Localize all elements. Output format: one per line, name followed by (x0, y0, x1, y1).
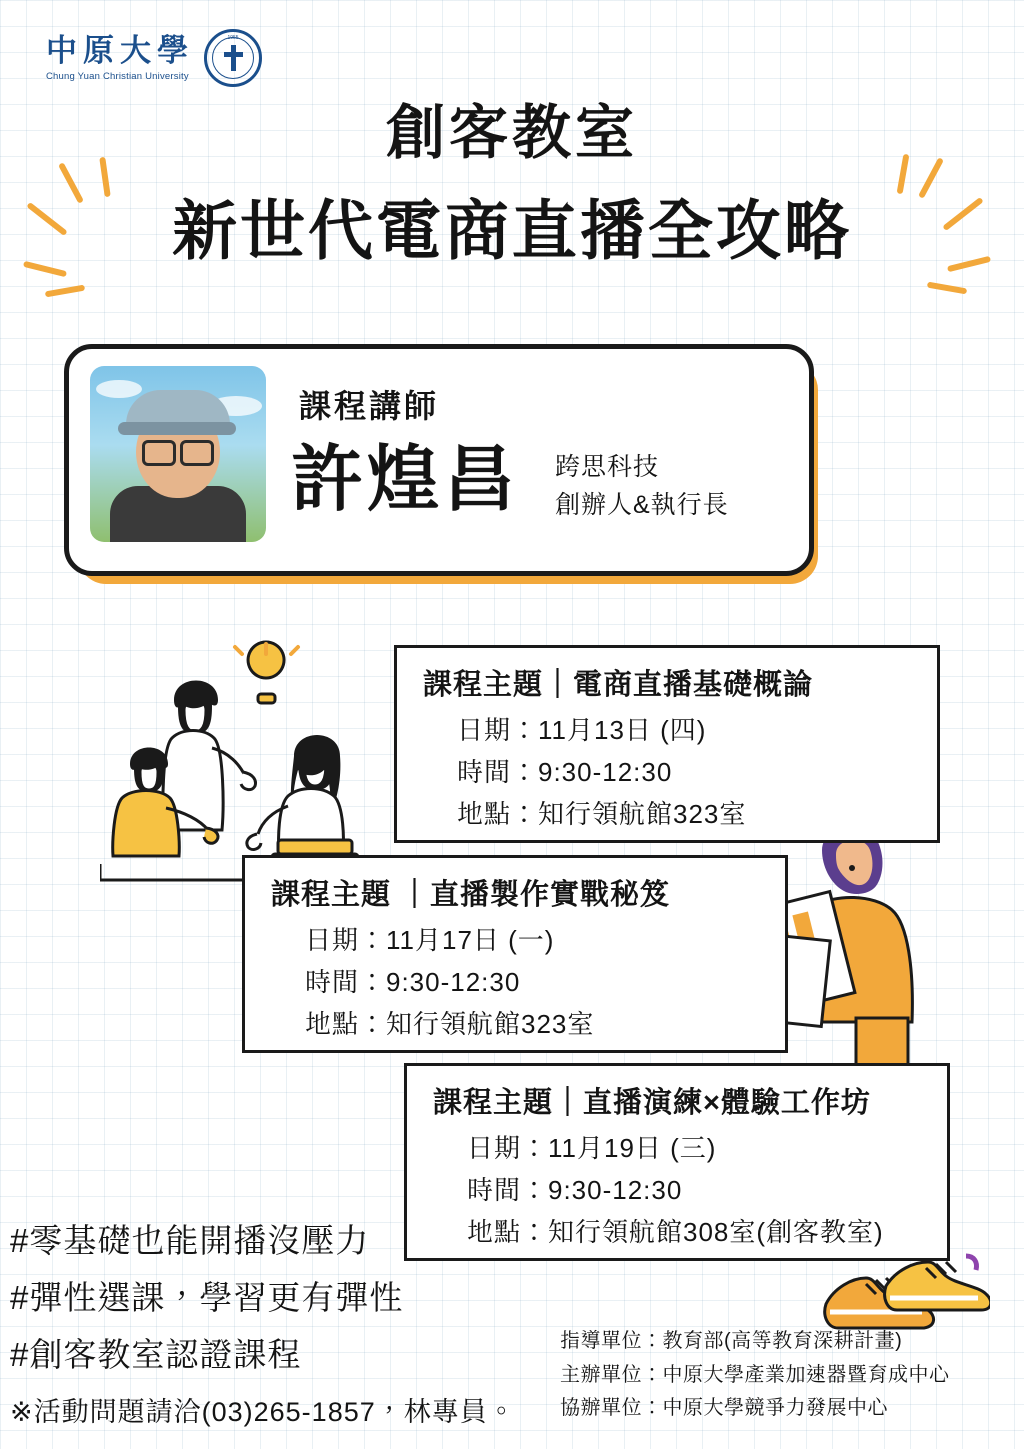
poster-title-line2: 新世代電商直播全攻略 (171, 194, 852, 267)
sparkle-right-icon (900, 150, 1020, 310)
illustration-sneakers (820, 1250, 990, 1340)
speaker-affiliation (555, 449, 729, 524)
speaker-role-label: 課程講師 (299, 388, 440, 424)
session-3-place: 地點：知行領航館308室(創客教室) (467, 1217, 884, 1248)
organizer-coorganizer: 協辦單位：中原大學競爭力發展中心 (560, 1397, 888, 1420)
session-3-date: 日期：11月19日 (三) (467, 1133, 717, 1163)
poster-title-line1: 創客教室 (385, 100, 638, 166)
illustration-man-reading (760, 810, 970, 1080)
speaker-name: 許煌昌 (291, 440, 520, 520)
university-logo (46, 22, 336, 94)
speaker-photo-cap-brim (118, 422, 236, 435)
session-2-heading: 課程主題 ｜直播製作實戰秘笈 (271, 879, 671, 911)
session-3-time: 時間：9:30-12:30 (467, 1175, 683, 1206)
speaker-photo-glasses (142, 440, 214, 460)
contact-note: ※活動問題請洽(03)265-1857，林專員。 (10, 1397, 516, 1427)
hashtag-2: #彈性選課，學習更有彈性 (10, 1279, 404, 1316)
sparkle-left-icon (40, 155, 170, 310)
session-card-1 (394, 645, 940, 843)
session-card-3 (404, 1063, 950, 1261)
session-1-place: 地點：知行領航館323室 (457, 799, 747, 830)
cross-icon (222, 45, 244, 71)
speaker-position: 創辦人&執行長 (555, 490, 729, 519)
session-3-heading: 課程主題｜直播演練×體驗工作坊 (433, 1087, 871, 1119)
session-1-time: 時間：9:30-12:30 (457, 757, 673, 788)
session-card-2 (242, 855, 788, 1053)
organizer-list (560, 1325, 1010, 1426)
speaker-photo (90, 366, 266, 542)
seal-year: 1955 (227, 35, 239, 41)
session-1-date: 日期：11月13日 (四) (457, 715, 707, 745)
session-1-heading: 課程主題｜電商直播基礎概論 (423, 669, 814, 701)
hashtag-1: #零基礎也能開播沒壓力 (10, 1222, 370, 1259)
university-name-en: Chung Yuan Christian University (46, 70, 189, 82)
organizer-advisor: 指導單位：教育部(高等教育深耕計畫) (560, 1330, 903, 1352)
organizer-host: 主辦單位：中原大學產業加速器暨育成中心 (560, 1363, 950, 1386)
session-2-date: 日期：11月17日 (一) (305, 925, 555, 955)
university-name-zh: 中原大學 (46, 32, 194, 68)
hashtag-3: #創客教室認證課程 (10, 1336, 302, 1373)
session-2-time: 時間：9:30-12:30 (305, 967, 521, 998)
speaker-company: 跨思科技 (555, 453, 660, 481)
session-2-place: 地點：知行領航館323室 (305, 1009, 595, 1040)
university-seal-icon (204, 29, 262, 87)
